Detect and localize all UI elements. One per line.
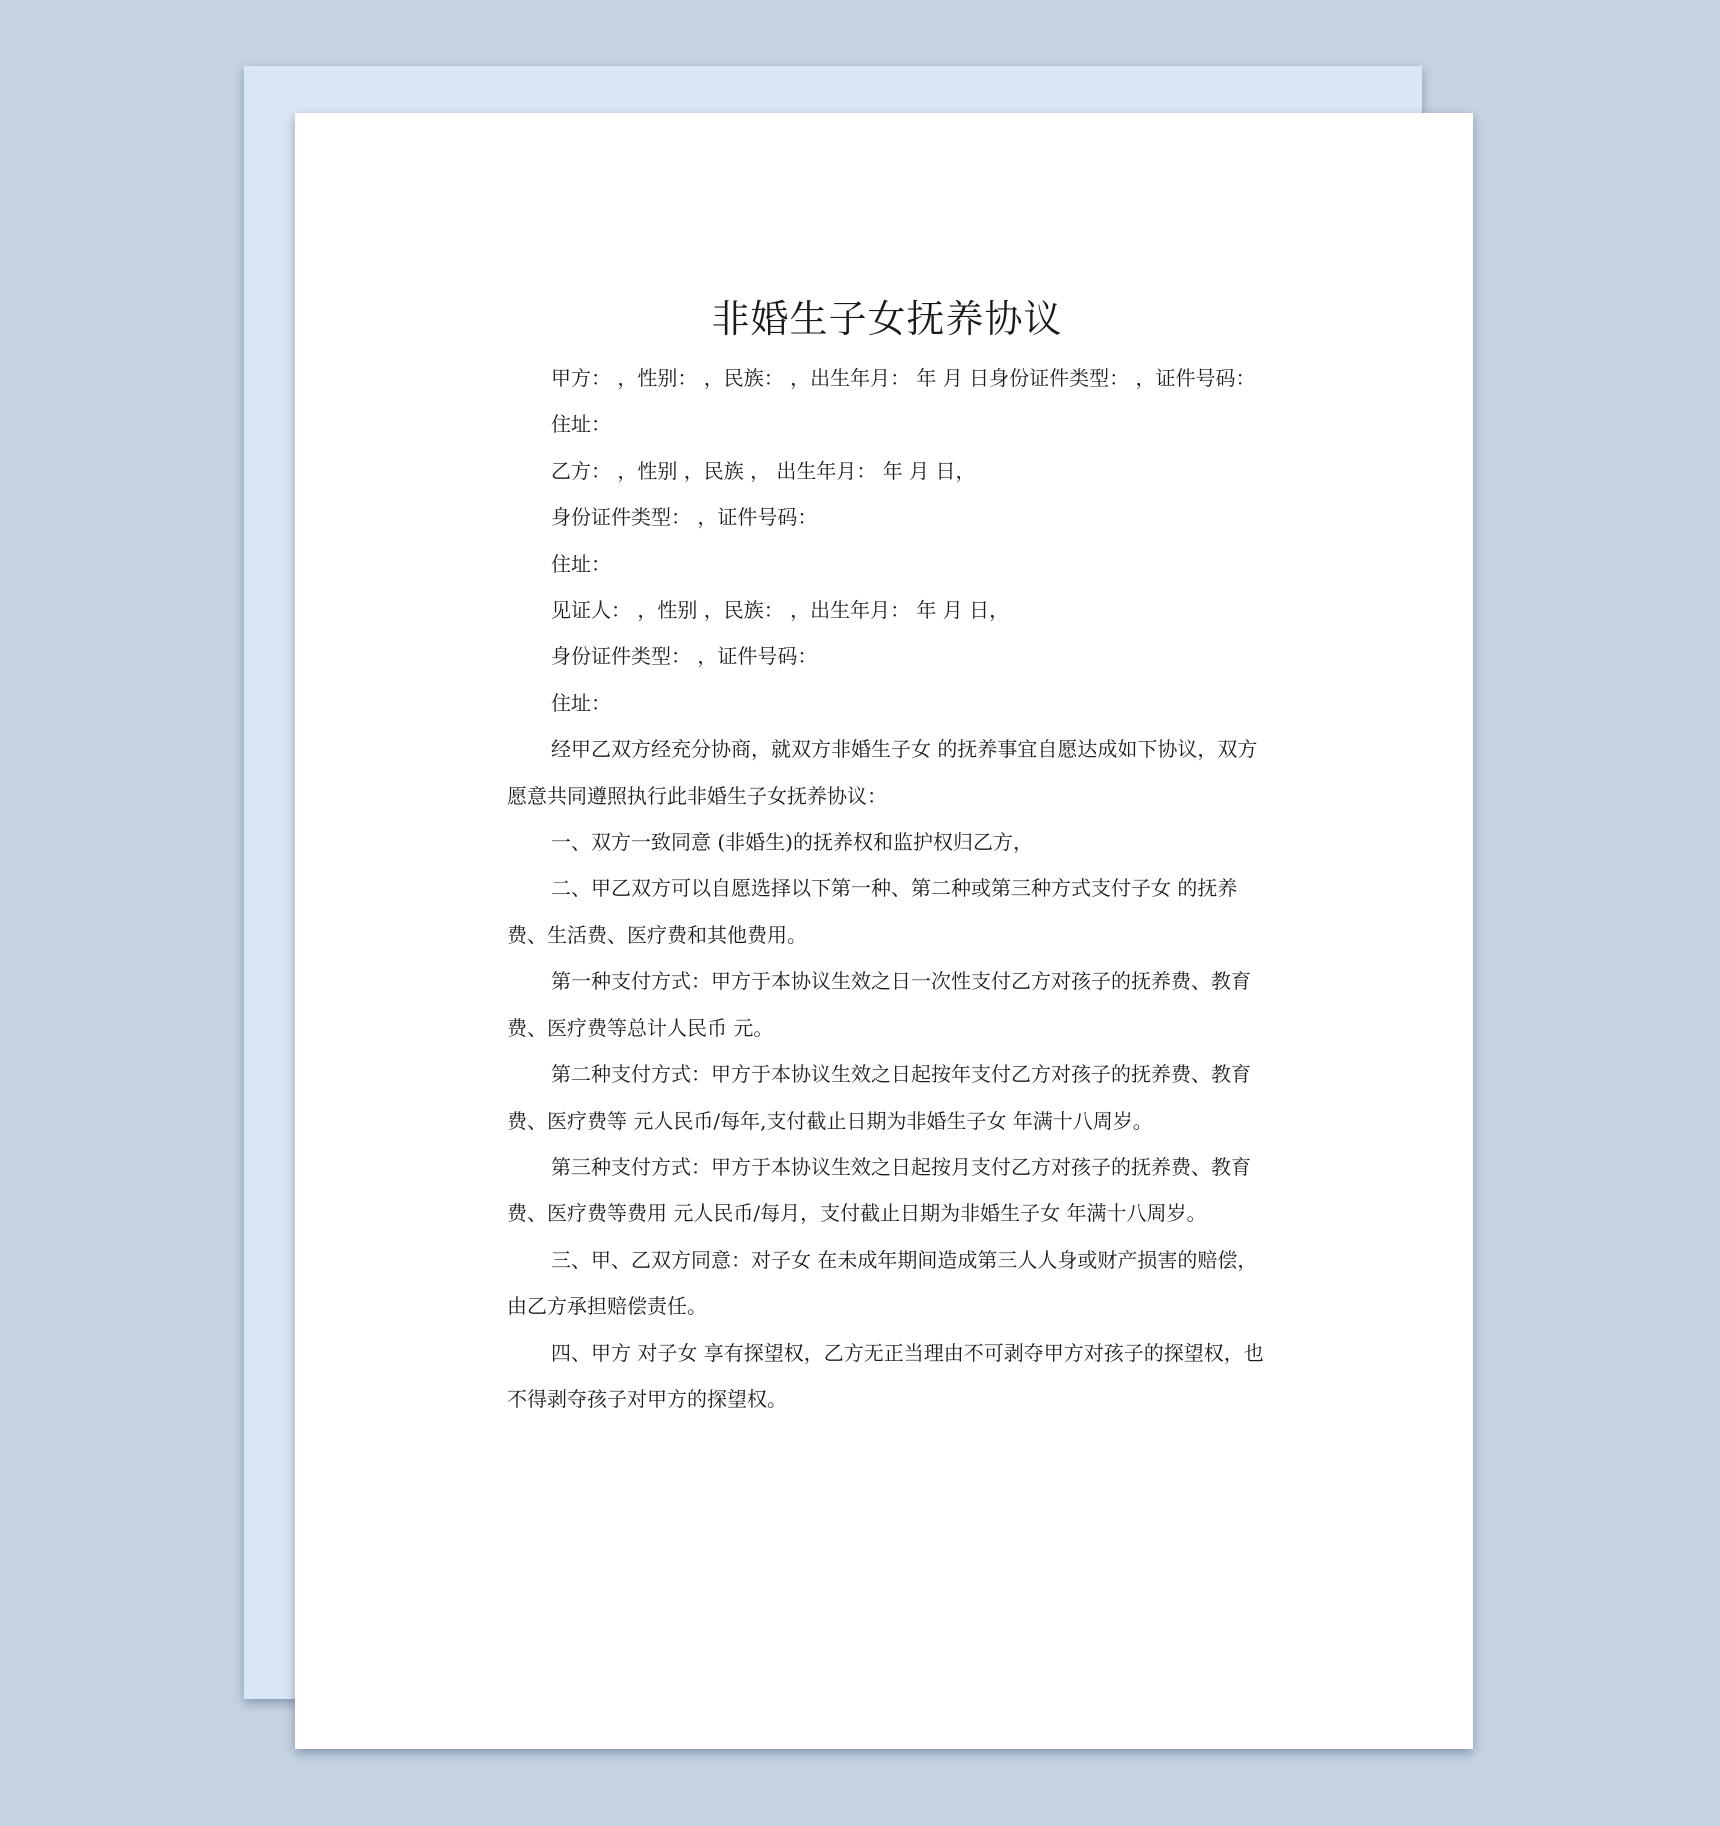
clause-4: 四、甲方 对子女 享有探望权，乙方无正当理由不可剥夺甲方对孩子的探望权，也不得剥夺孩子对甲方的探望权。 <box>507 1340 1264 1411</box>
document-title: 非婚生子女抚养协议 <box>711 297 1063 341</box>
party-a-info: 甲方： ，性别： ，民族： ，出生年月： 年 月 日身份证件类型： ，证件号码： <box>551 366 1256 390</box>
party-b-address: 住址： <box>551 551 611 576</box>
witness-info: 见证人： ，性别 ，民族： ，出生年月： 年 月 日， <box>551 598 1010 623</box>
payment-method-2: 第二种支付方式：甲方于本协议生效之日起按年支付乙方对孩子的抚养费、教育费、医疗费等 元人民币/每年,支付截止日期为非婚生子女 年满十八周岁。 <box>507 1062 1251 1133</box>
agreement-preamble: 经甲乙双方经充分协商，就双方非婚生子女 的抚养事宜自愿达成如下协议，双方愿意共同遵照执行此非婚生子女抚养协议： <box>507 737 1258 808</box>
witness-address: 住址： <box>551 690 611 715</box>
payment-method-3: 第三种支付方式：甲方于本协议生效之日起按月支付乙方对孩子的抚养费、教育费、医疗费等费用 元人民币/每月，支付截止日期为非婚生子女 年满十八周岁。 <box>507 1154 1251 1226</box>
document-body <box>507 291 1267 1422</box>
document-page <box>295 113 1473 1749</box>
payment-method-1: 第一种支付方式：甲方于本协议生效之日一次性支付乙方对孩子的抚养费、教育费、医疗费等总计人民币 元。 <box>507 969 1251 1040</box>
clause-2: 二、甲乙双方可以自愿选择以下第一种、第二种或第三种方式支付子女 的抚养费、生活费、医疗费和其他费用。 <box>507 876 1238 947</box>
party-a-address: 住址： <box>551 412 611 437</box>
party-b-id: 身份证件类型： ，证件号码： <box>551 505 818 530</box>
party-b-info: 乙方： ，性别 ，民族 ， 出生年月： 年 月 日， <box>551 458 976 483</box>
clause-1: 一、双方一致同意 (非婚生)的抚养权和监护权归乙方， <box>551 830 1033 855</box>
witness-id: 身份证件类型： ，证件号码： <box>551 644 818 669</box>
clause-3: 三、甲、乙双方同意：对子女 在未成年期间造成第三人人身或财产损害的赔偿，由乙方承担赔偿责任。 <box>507 1247 1258 1319</box>
